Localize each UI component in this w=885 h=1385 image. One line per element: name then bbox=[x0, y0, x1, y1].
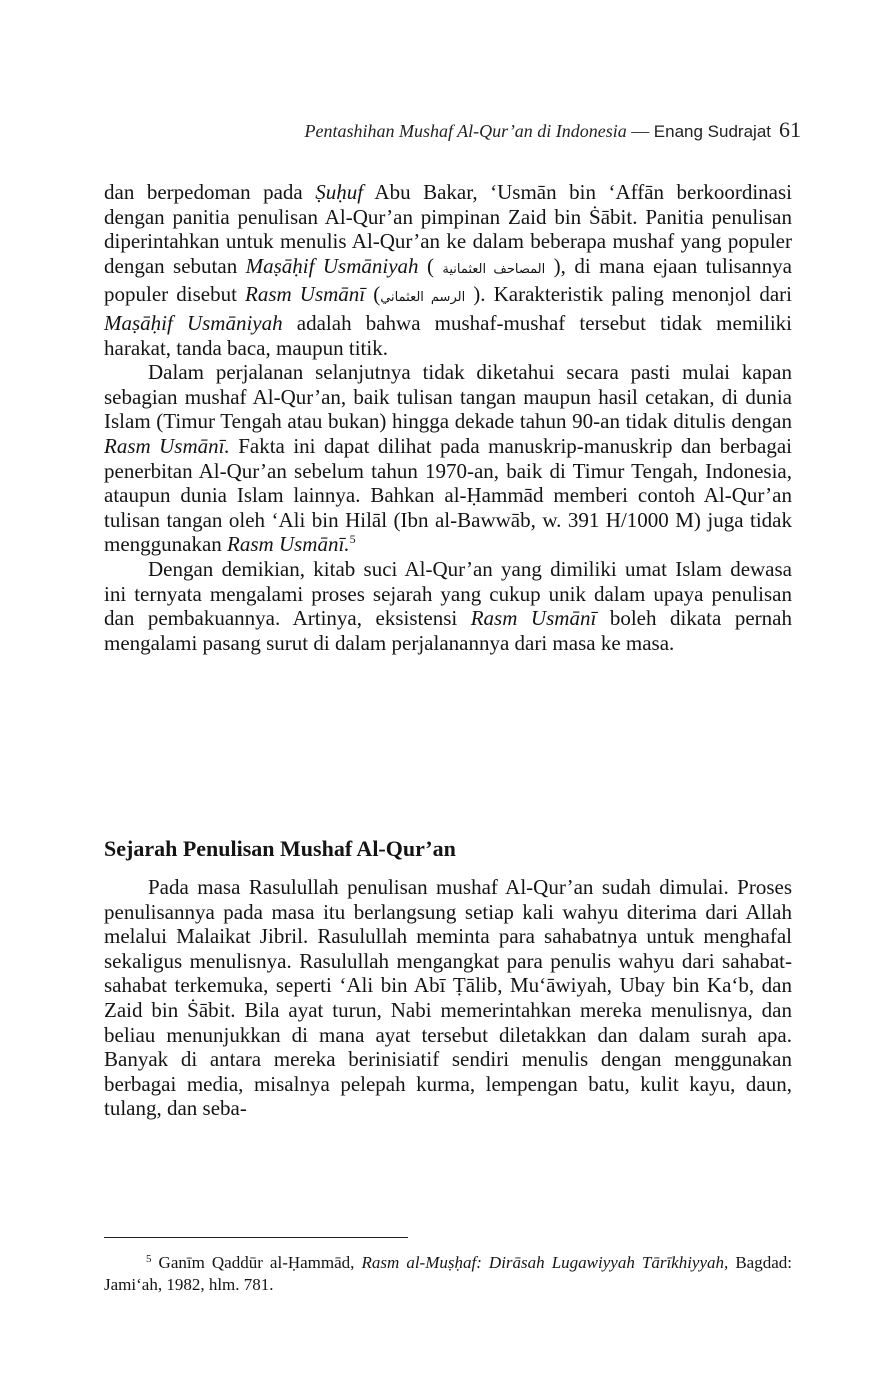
italic-term: Rasm Usmānī bbox=[245, 282, 366, 307]
italic-term: Ṣuḥuf bbox=[315, 180, 364, 204]
arabic-term: المصاحف العثمانية bbox=[442, 261, 546, 277]
text-run: Abu Bakar, ‘Usmān bin ‘Affān berkoordinasi dengan panitia penulisan Al-Qur’an pimpinan Zaid bin Ṡābit. Panitia penulisan diperintahkan untuk menulis Al-Qur’an ke dalam beberapa mushaf yang populer dengan sebutan bbox=[104, 180, 792, 278]
paragraph-1 bbox=[104, 180, 792, 360]
italic-term: Maṣāḥif Usmāniyah bbox=[245, 253, 419, 278]
text-run: ( bbox=[365, 282, 381, 307]
italic-term: Rasm Usmānī. bbox=[227, 532, 350, 557]
body-text-top bbox=[104, 180, 792, 655]
text-run: ( bbox=[418, 253, 443, 278]
italic-term: Rasm Usmānī. bbox=[104, 433, 230, 458]
text-run: Fakta ini dapat dilihat pada manuskrip-manuskrip dan berbagai penerbitan Al-Qur’an sebelum tahun 1970-an, baik di Timur Tengah, Indonesia, ataupun dunia Islam lainnya. Bahkan al-Ḥammād memberi contoh Al-Qur’an tulisan tangan oleh ‘Ali bin Hilāl (Ibn al-Bawwāb, w. 391 H/1000 M) juga tidak menggunakan bbox=[104, 433, 792, 557]
page-number: 61 bbox=[779, 117, 801, 142]
text-run: Dalam perjalanan selanjutnya tidak diketahui secara pasti mulai kapan sebagian mushaf Al-Qur’an, baik tulisan tangan maupun hasil cetakan, di dunia Islam (Timur Tengah atau bukan) hingga dekade tahun 90-an tidak ditulis dengan bbox=[104, 360, 792, 434]
footnote-number: 5 bbox=[146, 1253, 152, 1265]
italic-term: Maṣāḥif Usmāniyah bbox=[104, 310, 283, 335]
text-run: boleh dikata pernah mengalami pasang surut di dalam perjalanannya dari masa ke masa. bbox=[104, 606, 792, 655]
section-heading: Sejarah Penulisan Mushaf Al-Qur’an bbox=[104, 836, 456, 861]
header-author: Enang Sudrajat bbox=[653, 122, 771, 141]
footnote-reference[interactable]: 5 bbox=[349, 532, 356, 547]
footnote bbox=[104, 1252, 792, 1296]
text-run: Ganīm Qaddūr al-Ḥammād, bbox=[151, 1253, 362, 1272]
text-run: ), di mana ejaan tulisannya populer disebut bbox=[104, 253, 792, 307]
footnote-divider bbox=[104, 1237, 408, 1238]
header-separator: — bbox=[626, 121, 654, 141]
text-run: ). Karakteristik paling menonjol dari bbox=[465, 282, 792, 307]
text-run: Bagdad: Jami‘ah, 1982, hlm. 781. bbox=[104, 1253, 792, 1294]
italic-term: Rasm al-Muṣḥaf: Dirāsah Lugawiyyah Tārīkhiyyah, bbox=[361, 1253, 729, 1272]
italic-term: Rasm Usmānī bbox=[470, 606, 597, 631]
body-text-bottom bbox=[104, 875, 792, 1121]
paragraph-3 bbox=[104, 557, 792, 655]
arabic-term: الرسم العثماني bbox=[380, 290, 466, 306]
header-book-title: Pentashihan Mushaf Al-Qur’an di Indonesia bbox=[304, 121, 627, 141]
text-run: adalah bahwa mushaf-mushaf tersebut tidak memiliki harakat, tanda baca, maupun titik. bbox=[104, 310, 792, 360]
paragraph-2 bbox=[104, 360, 792, 557]
text-run: Dengan demikian, kitab suci Al-Qur’an yang dimiliki umat Islam dewasa ini ternyata mengalami proses sejarah yang cukup unik dalam upaya penulisan dan pembakuannya. Artinya, eksistensi bbox=[104, 556, 792, 631]
paragraph-4: Pada masa Rasulullah penulisan mushaf Al-Qur’an sudah dimulai. Proses penulisannya pada masa itu berlangsung setiap kali wahyu diterima dari Allah melalui Malaikat Jibril. Rasulullah meminta para sahabatnya untuk menghafal sekaligus menulisnya. Rasulullah mengangkat para penulis wahyu dari sahabat-sahabat terkemuka, seperti ‘Ali bin Abī Ṭālib, Mu‘āwiyah, Ubay bin Ka‘b, dan Zaid bin Ṡābit. Bila ayat turun, Nabi memerintahkan mereka menulisnya, dan beliau menunjukkan di mana ayat tersebut diletakkan dan dalam surah apa. Banyak di antara mereka berinisiatif sendiri menulis dengan menggunakan berbagai media, misalnya pelepah kurma, lempengan batu, kulit kayu, daun, tulang, dan seba- bbox=[104, 875, 792, 1121]
running-header bbox=[304, 117, 801, 143]
text-run: dan berpedoman pada bbox=[104, 180, 316, 204]
